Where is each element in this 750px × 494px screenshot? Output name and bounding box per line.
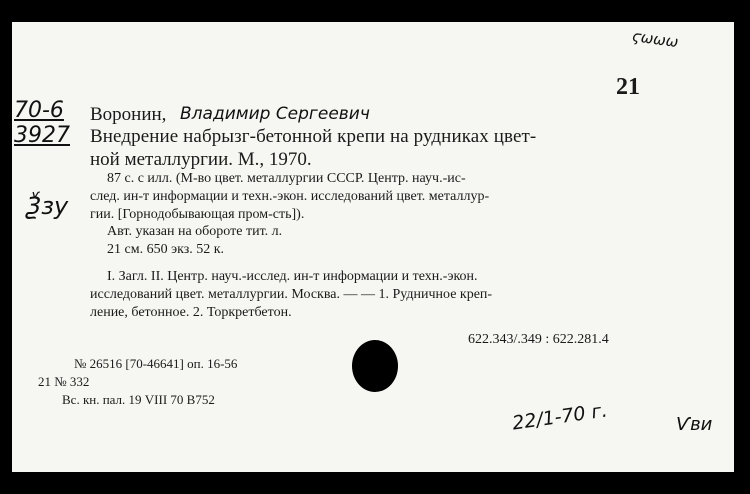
tracing-line-3: ление, бетонное. 2. Торкретбетон. xyxy=(90,305,292,320)
title-line-1: Внедрение набрызг-бетонной крепи на рудниках цвет- xyxy=(90,126,537,147)
tracing-line-1: I. Загл. II. Центр. науч.-исслед. ин-т информации и техн.-экон. xyxy=(107,269,478,284)
call-number: 70-6 xyxy=(14,98,64,123)
order-line: № 26516 [70-46641] оп. 16-56 xyxy=(74,356,238,371)
issue-line: 21 № 332 xyxy=(38,374,90,389)
publisher-line: Вс. кн. пал. 19 VIII 70 В752 xyxy=(62,392,215,407)
margin-handwritten-mark: Ѯзу xyxy=(26,192,69,220)
top-right-scribble: ϛωωω xyxy=(630,26,680,52)
description-line-2: след. ин-т информации и техн.-экон. исследований цвет. металлур- xyxy=(90,189,490,204)
handwritten-initials: Ѵви xyxy=(676,414,713,435)
card-number: 21 xyxy=(616,74,640,100)
handwritten-date: 22/1-70 г. xyxy=(510,399,609,435)
author-note: Авт. указан на обороте тит. л. xyxy=(107,224,283,239)
udc-index: 622.343/.349 : 622.281.4 xyxy=(468,332,609,347)
author-handwritten: Владимир Сергеевич xyxy=(180,104,370,124)
description-line-3: гии. [Горнодобывающая пром-сть]). xyxy=(90,207,305,222)
tracing-line-2: исследований цвет. металлургии. Москва. — — 1. Рудничное креп- xyxy=(90,287,493,302)
description-line-1: 87 с. с илл. (М-во цвет. металлургии СССР. Центр. науч.-ис- xyxy=(107,171,466,186)
catalog-card xyxy=(12,22,734,472)
inventory-number: 3927 xyxy=(14,123,70,148)
author-printed: Воронин, xyxy=(90,104,167,125)
title-line-2: ной металлургии. М., 1970. xyxy=(90,149,312,170)
format-line: 21 см. 650 экз. 52 к. xyxy=(107,242,225,257)
punch-hole xyxy=(352,340,398,392)
